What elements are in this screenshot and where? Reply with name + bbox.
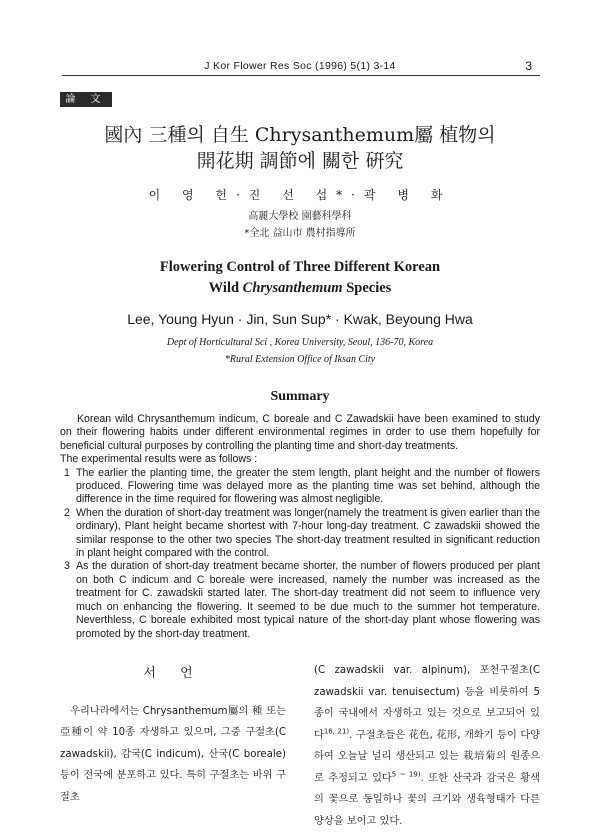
korean-affiliations <box>0 208 600 242</box>
result-text: As the duration of short-day treatment became shorter, the number of flowers produced per plant on both C indicum and C boreale were increased, namely the number was increased as the treatment for C. zawadskii started later. The short-day treatment did not seem to influence very much on enhancing the flowering. It seemed to be due much to the summer hot temperature. Neverthless, C boreale exhibited most typical nature of the short-day plant whose flowering was promoted by the short-day treatment. <box>76 560 540 640</box>
body-left-column <box>60 660 286 808</box>
summary-result-item <box>60 560 540 640</box>
summary-lead: The experimental results were as follows : <box>60 453 258 466</box>
section-heading-introduction: 서 언 <box>143 666 203 681</box>
result-text: The earlier the planting time, the greater the stem length, plant height and the number of flowers produced. Flowering time was delayed more as the planting time was set behind, although the difference in the time required for flowering was almost negligible. <box>76 466 540 506</box>
summary-heading: Summary <box>270 389 330 404</box>
citation-ref-1: 16, 21) <box>323 727 350 736</box>
summary-result-item <box>60 467 540 507</box>
summary-result-item <box>60 507 540 561</box>
intro-paragraph-right <box>314 660 540 832</box>
korean-title-line-1: 國內 三種의 自生 Chrysanthemum屬 植物의 <box>104 124 496 146</box>
header-rule <box>62 75 540 76</box>
intro-text-part-3: . 또한 산국과 감국은 황색의 꽃으로 동일하나 꽃의 크기와 생육형태가 다른 양상을 보이고 있다. <box>314 772 540 827</box>
result-number: 1 <box>64 466 70 479</box>
english-title-prefix: Wild <box>208 280 243 296</box>
intro-text-part-1: (C zawadskii var. alpinum), 포천구절초(C zawadskii var. tenuisectum) 등을 비롯하여 5종이 국내에서 자생하고 있는 것으로 보고되어 있다 <box>314 665 540 741</box>
article-type-tag: 論 文 <box>60 92 112 107</box>
result-number: 2 <box>64 506 70 519</box>
english-affiliations <box>0 334 600 368</box>
english-title <box>0 257 600 299</box>
english-affiliation-2: *Rural Extension Office of Iksan City <box>224 354 376 365</box>
citation-ref-2: 5 ~ 19) <box>391 770 421 779</box>
intro-text-part-2: . 구절초들은 花色, 花形, 개화기 등이 다양하여 오늘날 널리 생산되고 있는 栽培菊의 원종으로 추정되고 있다 <box>314 729 540 784</box>
korean-affiliation-2: *全北 益山市 農村指導所 <box>244 228 356 239</box>
summary-intro: Korean wild Chrysanthemum indicum, C boreale and C Zawadskii have been examined to study on their flowering habits under different environmental regimes in order to use them hopefully for beneficial cultural purposes by controlling the planting time and short-day treatments. <box>60 413 540 452</box>
intro-paragraph-left: 우리나라에서는 Chrysanthemum屬의 種 또는 亞種이 약 10종 자생하고 있으며, 그중 구절초(C zawadskii), 감국(C indicum), 산국(C boreale) 등이 전국에 분포하고 있다. 특히 구절초는 바위 구절초 <box>60 705 286 803</box>
english-authors: Lee, Young Hyun · Jin, Sun Sup* · Kwak, Beyoung Hwa <box>127 311 473 327</box>
result-number: 3 <box>64 560 70 573</box>
body-right-column <box>314 660 540 832</box>
page-number: 3 <box>525 59 532 73</box>
running-head: J Kor Flower Res Soc (1996) 5(1) 3-14 <box>204 60 396 72</box>
korean-title-line-2: 開花期 調節에 關한 硏究 <box>196 150 404 172</box>
korean-affiliation-1: 高麗大學校 園藝科學科 <box>248 211 352 222</box>
summary-results-list <box>60 467 540 641</box>
english-title-genus: Chrysanthemum <box>242 280 343 296</box>
english-title-line-2 <box>0 278 600 299</box>
english-title-suffix: Species <box>342 280 392 296</box>
result-text: When the duration of short-day treatment was longer(namely the treatment is given earlier than the ordinary), Plant height became shortest with 7-hour long-day treatment. C zawadskii showed the similar response to the other two species The short-day treatment resulted in significant reduction in plant height compared with the control. <box>76 506 540 560</box>
summary-body <box>60 413 540 641</box>
korean-authors: 이 영 헌·진 선 섭*·곽 병 화 <box>148 188 452 202</box>
english-title-line-1: Flowering Control of Three Different Korean <box>159 259 441 275</box>
korean-title <box>0 122 600 174</box>
english-affiliation-1: Dept of Horticultural Sci , Korea University, Seoul, 136-70, Korea <box>166 337 434 348</box>
